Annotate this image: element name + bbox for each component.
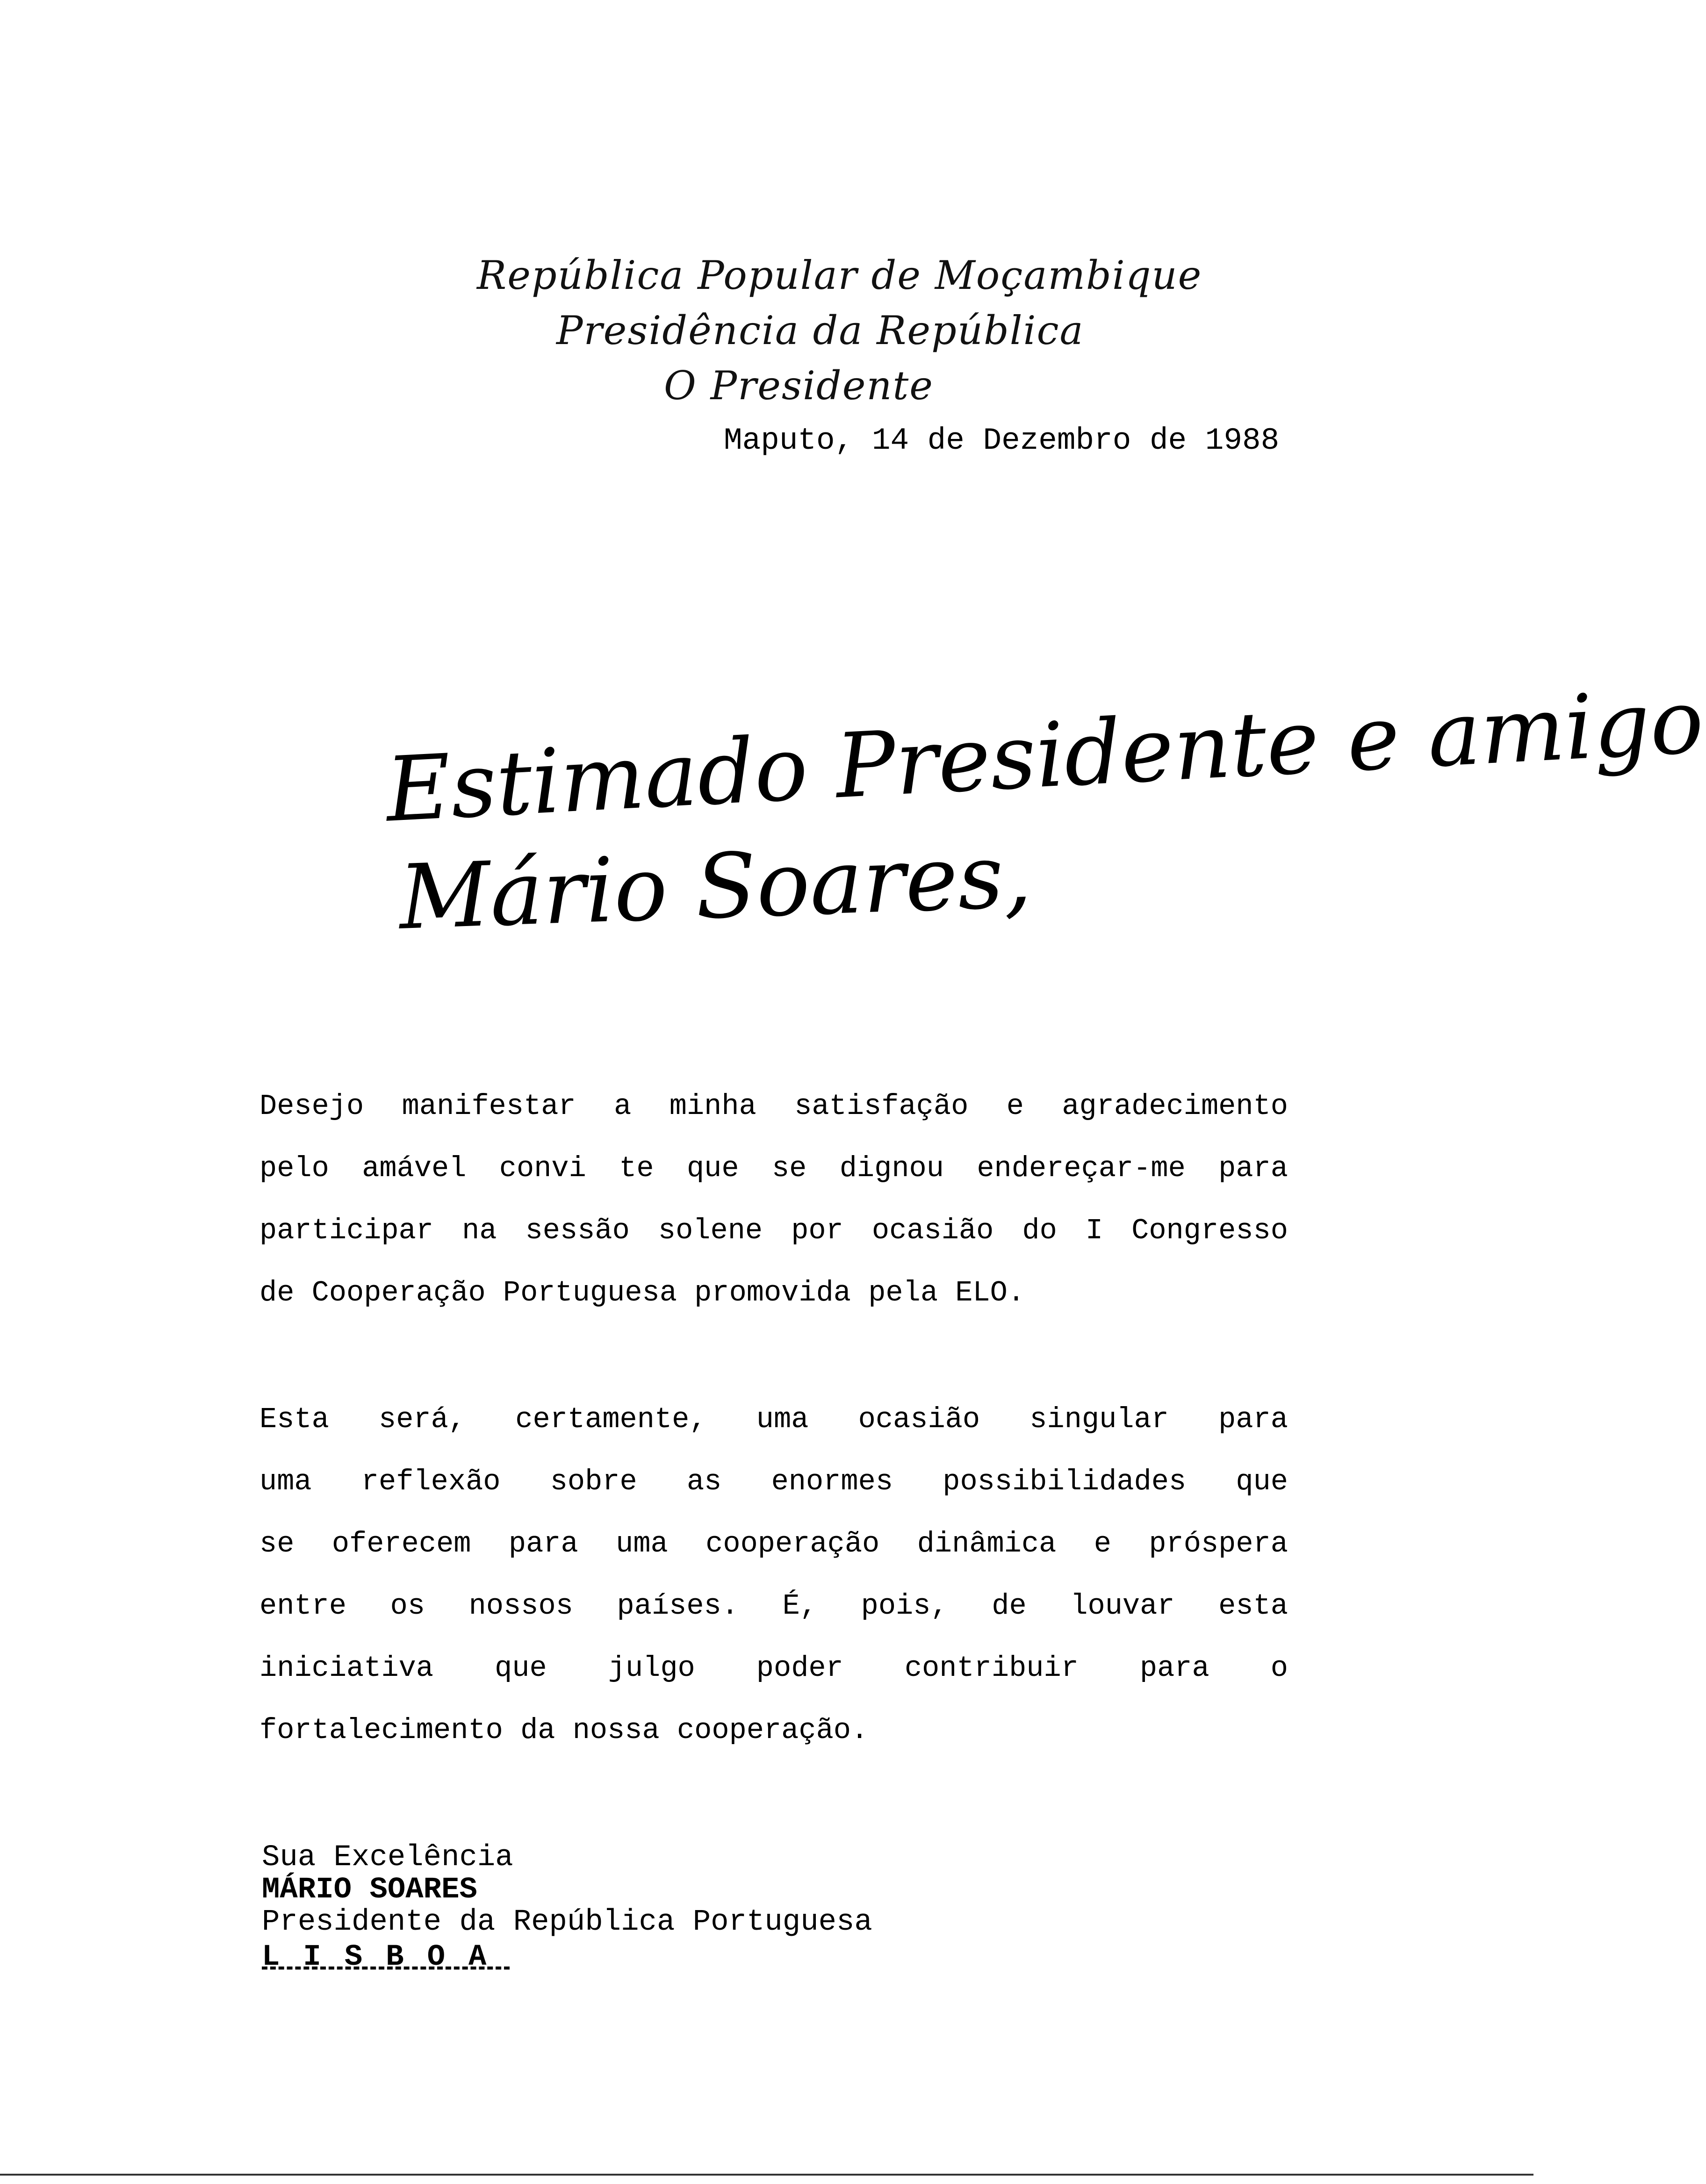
letterhead-country: República Popular de Moçambique <box>477 252 1202 298</box>
address-honorific: Sua Excelência <box>262 1841 513 1875</box>
paragraph-2-line-5: iniciativa que julgo poder contribuir para o <box>259 1652 1288 1685</box>
address-name: MÁRIO SOARES <box>262 1873 477 1907</box>
recipient-address <box>262 1842 872 1974</box>
handwritten-salutation <box>365 669 1706 963</box>
paragraph-2-line-2: uma reflexão sobre as enormes possibilidades que <box>259 1465 1288 1498</box>
address-title: Presidente da República Portuguesa <box>262 1905 872 1939</box>
letterhead-office: Presidência da República <box>556 308 1084 353</box>
paragraph-1 <box>259 1075 1288 1324</box>
paragraph-2 <box>259 1388 1288 1761</box>
paragraph-2-line-4: entre os nossos países. É, pois, de louvar esta <box>259 1589 1288 1623</box>
paragraph-2-line-6: fortalecimento da nossa cooperação. <box>259 1714 869 1747</box>
paragraph-2-line-1: Esta será, certamente, uma ocasião singular para <box>259 1403 1288 1436</box>
address-city: LISBOA <box>262 1940 510 1974</box>
paragraph-1-line-3: participar na sessão solene por ocasião do I Congresso <box>259 1214 1288 1247</box>
paragraph-1-line-1: Desejo manifestar a minha satisfação e agradecimento <box>259 1090 1288 1123</box>
letterhead-title: O Presidente <box>664 363 934 409</box>
bottom-divider <box>0 2174 1533 2176</box>
paragraph-1-line-4: de Cooperação Portuguesa promovida pela ELO. <box>259 1276 1025 1309</box>
paragraph-1-line-2: pelo amável convi te que se dignou endereçar-me para <box>259 1152 1288 1185</box>
letter-date: Maputo, 14 de Dezembro de 1988 <box>724 423 1280 458</box>
paragraph-2-line-3: se oferecem para uma cooperação dinâmica e próspera <box>259 1527 1288 1560</box>
salutation-line-2: Mário Soares, <box>397 824 1034 949</box>
salutation-line-1: Estimado Presidente e amigo <box>383 669 1706 842</box>
